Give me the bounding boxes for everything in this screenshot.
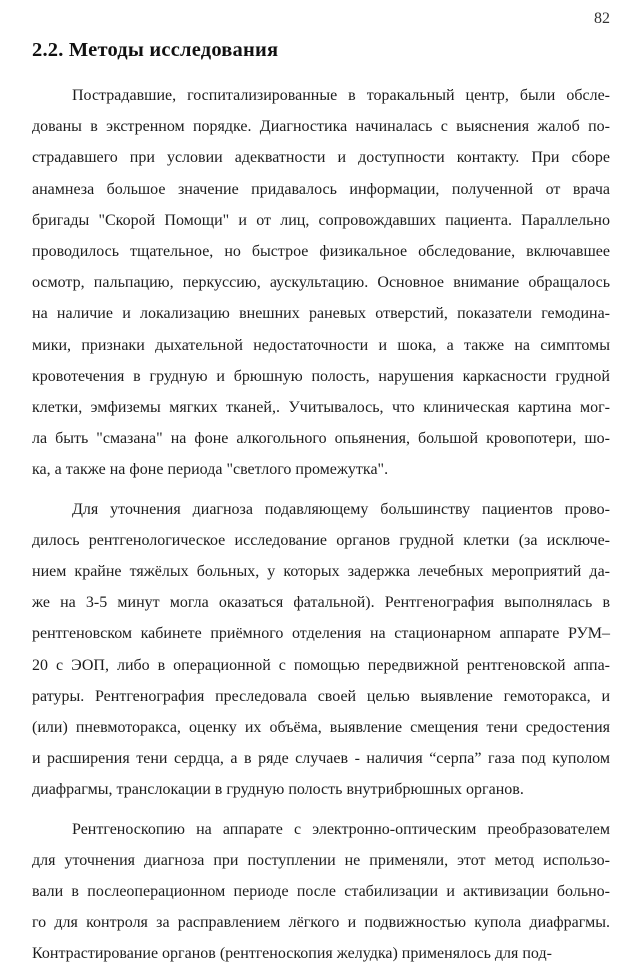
text-line: бригады "Скорой Помощи" и от лиц, сопровождавших пациента. Параллельно [32,211,610,229]
text-line: (или) пневмоторакса, оценку их объёма, выявление смещения тени средостения [32,719,610,737]
text-line: 20 с ЭОП, либо в операционной с помощью передвижной рентгеновской аппа- [32,656,610,674]
text-line: го для контроля за расправлением лёгкого и подвижностью купола диафрагмы. [32,914,610,932]
text-line: страдавшего при условии адекватности и доступности контакту. При сборе [32,149,610,167]
text-line: вали в послеоперационном периоде после стабилизации и активизации больно- [32,883,610,901]
text-line: осмотр, пальпацию, перкуссию, аускультацию. Основное внимание обращалось [32,274,610,292]
text-line: диафрагмы, транслокации в грудную полость внутрибрюшных органов. [32,781,524,799]
text-line: на наличие и локализацию внешних раневых отверстий, показатели гемодина- [32,305,610,323]
section-heading: 2.2. Методы исследования [32,39,279,61]
text-line: Для уточнения диагноза подавляющему большинству пациентов прово- [72,500,610,518]
paragraph [32,814,610,970]
paragraph [32,494,610,806]
text-line: нием крайне тяжёлых больных, у которых задержка лечебных мероприятий да- [32,563,610,581]
page-number: 82 [594,10,610,27]
text-line: Пострадавшие, госпитализированные в торакальный центр, были обсле- [72,87,610,104]
text-line: же на 3-5 минут могла оказаться фатальной). Рентгенография выполнялась в [32,594,610,612]
text-line: Контрастирование органов (рентгеноскопия желудка) применялось для под- [32,945,552,963]
text-line: Рентгеноскопию на аппарате с электронно-оптическим преобразователем [72,820,610,838]
text-line: ратуры. Рентгенография преследовала своей целью выявление гемоторакса, и [32,687,610,705]
text-line: анамнеза большое значение придавалось информации, полученной от врача [32,180,610,198]
text-line: рентгеновском кабинете приёмного отделения на стационарном аппарате РУМ– [32,625,610,643]
paragraph [32,80,610,486]
text-line: клетки, эмфиземы мягких тканей,. Учитывалось, что клиническая картина мог- [32,399,610,417]
text-line: мики, признаки дыхательной недостаточности и шока, а также на симптомы [32,336,610,354]
text-line: кровотечения в грудную и брюшную полость, нарушения каркасности грудной [32,367,610,385]
text-line: дилось рентгенологическое исследование органов грудной клетки (за исключе- [32,531,610,549]
text-line: ла быть "смазана" на фоне алкогольного опьянения, большой кровопотери, шо- [32,430,610,448]
text-line: дованы в экстренном порядке. Диагностика начиналась с выяснения жалоб по- [32,118,610,136]
text-line: проводилось тщательное, но быстрое физикальное обследование, включавшее [32,243,610,261]
text-line: и расширения тени сердца, а в ряде случаев - наличия “серпа” газа под куполом [32,750,610,768]
text-line: ка, а также на фоне периода "светлого промежутка". [32,461,389,479]
text-line: для уточнения диагноза при поступлении не применяли, этот метод использо- [32,851,610,869]
body-text [32,80,610,970]
